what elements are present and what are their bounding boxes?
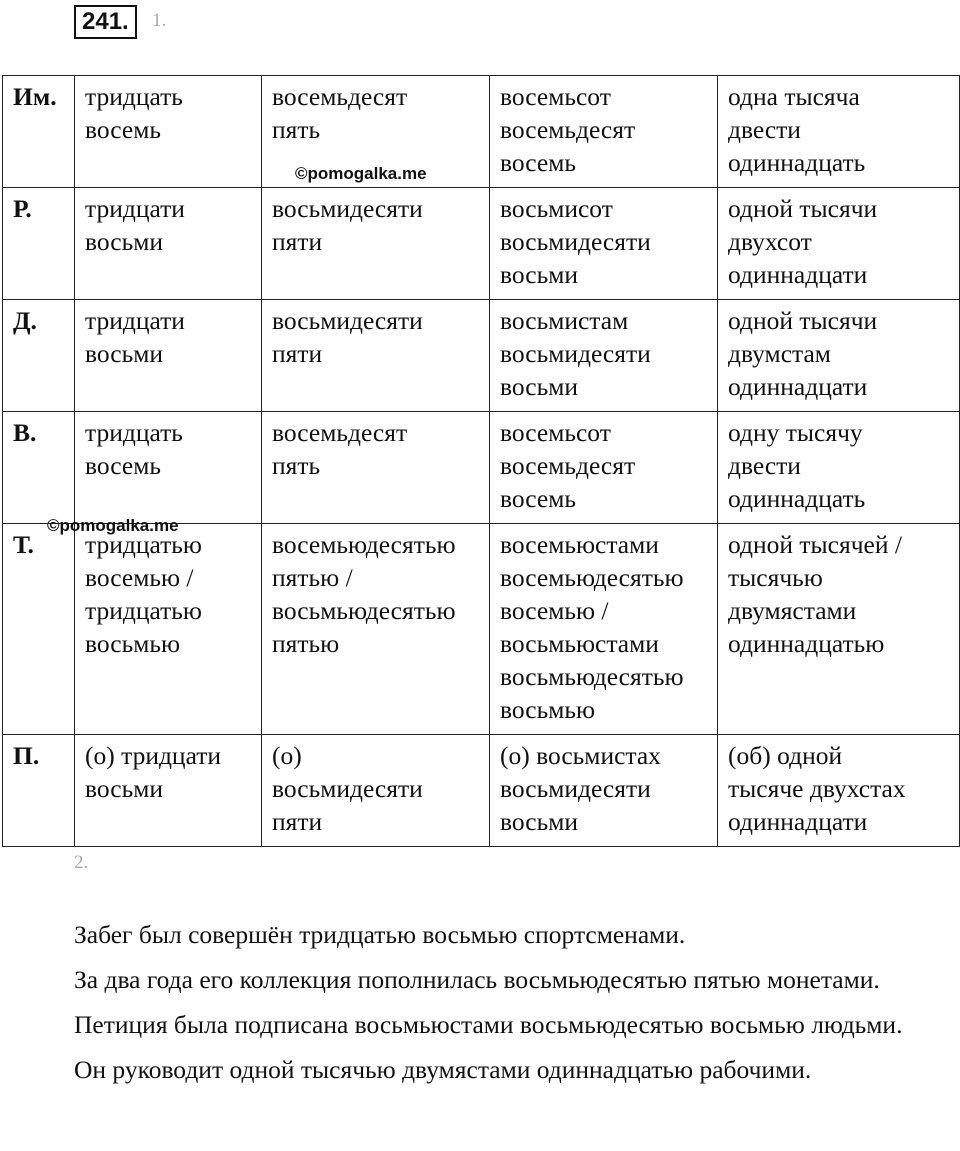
- table-cell: восемьсот восемьдесят восемь: [490, 76, 718, 188]
- sentence: Петиция была подписана восьмьюстами восьмьюдесятью восьмью людьми.: [74, 1010, 903, 1039]
- part-1-label: 1.: [152, 10, 167, 31]
- table-cell: восьмидесяти пяти: [262, 300, 490, 412]
- table-cell: тридцати восьми: [75, 300, 262, 412]
- part-2-label: 2.: [74, 852, 89, 873]
- table-row-prepositional: [3, 735, 960, 847]
- table-cell: тридцати восьми: [75, 188, 262, 300]
- table-row-accusative: [3, 412, 960, 524]
- table-row-genitive: [3, 188, 960, 300]
- table-cell: одна тысяча двести одиннадцать: [718, 76, 960, 188]
- sentence: За два года его коллекция пополнилась восьмьюдесятью пятью монетами.: [74, 965, 880, 994]
- case-label: Т.: [3, 524, 75, 735]
- case-label: Им.: [3, 76, 75, 188]
- table-cell: тридцатью восемью / тридцатью восьмью: [75, 524, 262, 735]
- table-cell: (о) тридцати восьми: [75, 735, 262, 847]
- sentence: Забег был совершён тридцатью восьмью спортсменами.: [74, 920, 686, 949]
- case-label: П.: [3, 735, 75, 847]
- case-label: Д.: [3, 300, 75, 412]
- table-cell: (о) восьмистах восьмидесяти восьми: [490, 735, 718, 847]
- example-sentences: [2, 918, 952, 1098]
- case-label: Р.: [3, 188, 75, 300]
- table-cell: (о) восьмидесяти пяти: [262, 735, 490, 847]
- table-cell: одной тысячи двумстам одиннадцати: [718, 300, 960, 412]
- table-cell: восьмистам восьмидесяти восьми: [490, 300, 718, 412]
- case-label: В.: [3, 412, 75, 524]
- table-cell: восемьсот восемьдесят восемь: [490, 412, 718, 524]
- table-cell: одной тысячи двухсот одиннадцати: [718, 188, 960, 300]
- table-cell: одну тысячу двести одиннадцать: [718, 412, 960, 524]
- exercise-number: 241.: [74, 5, 137, 39]
- table-cell: тридцать восемь: [75, 76, 262, 188]
- watermark: ©pomogalka.me: [295, 164, 427, 183]
- table-cell: восемьдесят пять: [262, 76, 490, 188]
- table-row-dative: [3, 300, 960, 412]
- table-row-nominative: [3, 76, 960, 188]
- table-cell: тридцать восемь: [75, 412, 262, 524]
- watermark: ©pomogalka.me: [47, 516, 179, 535]
- table-cell: восемьюдесятью пятью / восьмьюдесятью пятью: [262, 524, 490, 735]
- table-cell: восьмисот восьмидесяти восьми: [490, 188, 718, 300]
- declension-table: [2, 75, 960, 847]
- table-cell: восемьдесят пять: [262, 412, 490, 524]
- table-row-instrumental: [3, 524, 960, 735]
- table-cell: одной тысячей / тысячью двумястами одиннадцатью: [718, 524, 960, 735]
- table-cell: (об) одной тысяче двухстах одиннадцати: [718, 735, 960, 847]
- table-cell: восьмидесяти пяти: [262, 188, 490, 300]
- table-cell: восемьюстами восемьюдесятью восемью / восьмьюстами восьмьюдесятью восьмью: [490, 524, 718, 735]
- sentence: Он руководит одной тысячью двумястами одиннадцатью рабочими.: [74, 1055, 812, 1084]
